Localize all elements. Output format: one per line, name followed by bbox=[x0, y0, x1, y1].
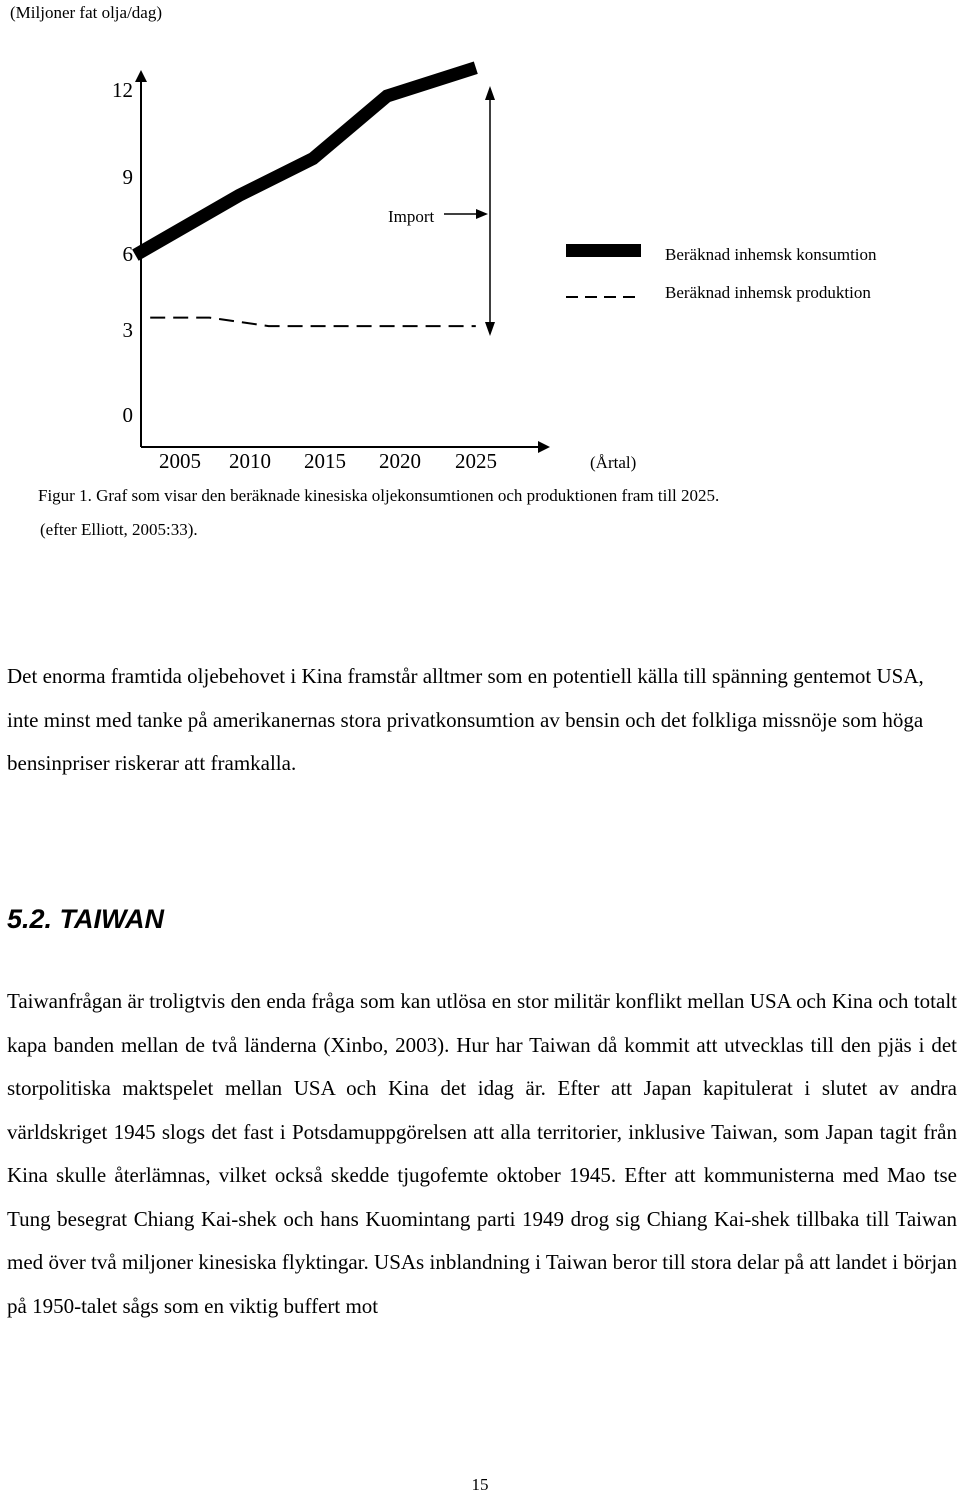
section-heading: 5.2. TAIWAN bbox=[7, 904, 165, 934]
production-line bbox=[150, 318, 476, 327]
import-arrow-head-down bbox=[485, 322, 495, 336]
y-tick-label: 0 bbox=[122, 403, 133, 427]
unit-label: (Miljoner fat olja/dag) bbox=[10, 3, 163, 22]
x-axis-arrowhead bbox=[538, 441, 550, 453]
x-tick-label: 2020 bbox=[379, 449, 421, 473]
import-pointer-arrowhead bbox=[476, 209, 488, 219]
import-label: Import bbox=[388, 207, 435, 226]
legend-swatch-consumption bbox=[566, 244, 641, 257]
x-tick-label: 2010 bbox=[229, 449, 271, 473]
figure-caption: Figur 1. Graf som visar den beräknade kinesiska oljekonsumtionen och produktionen fram till 2025. bbox=[38, 486, 720, 505]
y-tick-label: 9 bbox=[122, 165, 133, 189]
legend-label-production: Beräknad inhemsk produktion bbox=[665, 283, 871, 302]
legend-label-consumption: Beräknad inhemsk konsumtion bbox=[665, 245, 877, 264]
x-tick-label: 2005 bbox=[159, 449, 201, 473]
x-axis-label: (Årtal) bbox=[590, 453, 637, 472]
paragraph-taiwan: Taiwanfrågan är troligtvis den enda fråga som kan utlösa en stor militär konflikt mellan USA och Kina och totalt kapa banden mellan de två länderna (Xinbo, 2003). Hur har Taiwan då kommit att utvecklas till den pjäs i det storpolitiska maktspelet mellan USA och Kina det idag är. Efter att Japan kapitulerat i slutet av andra världskriget 1945 slogs det fast i Potsdamuppgörelsen att alla territorier, inklusive Taiwan, som Japan tagit från Kina skulle återlämnas, vilket också skedde tjugofemte oktober 1945. Efter att kommunisterna med Mao tse Tung besegrat Chiang Kai-shek och hans Kuomintang parti 1949 drog sig Chiang Kai-shek tillbaka till Taiwan med över två miljoner kinesiska flyktingar. USAs inblandning i Taiwan beror till stora delar på att landet i början på 1950-talet sågs som en viktig buffert mot bbox=[7, 989, 957, 1318]
y-axis-arrowhead bbox=[135, 70, 147, 82]
x-tick-label: 2015 bbox=[304, 449, 346, 473]
paragraph-oil-demand: Det enorma framtida oljebehovet i Kina framstår alltmer som en potentiell källa till spänning gentemot USA, inte minst med tanke på amerikanernas stora privatkonsumtion av bensin och det folkliga missnöje som höga bensinpriser riskerar att framkalla. bbox=[7, 664, 924, 775]
x-tick-label: 2025 bbox=[455, 449, 497, 473]
consumption-line bbox=[135, 68, 475, 255]
page-number: 15 bbox=[471, 1475, 489, 1494]
y-tick-label: 12 bbox=[112, 78, 133, 102]
oil-chart bbox=[0, 0, 960, 480]
figure-source: (efter Elliott, 2005:33). bbox=[40, 520, 198, 539]
y-tick-label: 3 bbox=[122, 318, 133, 342]
import-arrow-head-up bbox=[485, 86, 495, 100]
y-tick-label: 6 bbox=[122, 242, 133, 266]
